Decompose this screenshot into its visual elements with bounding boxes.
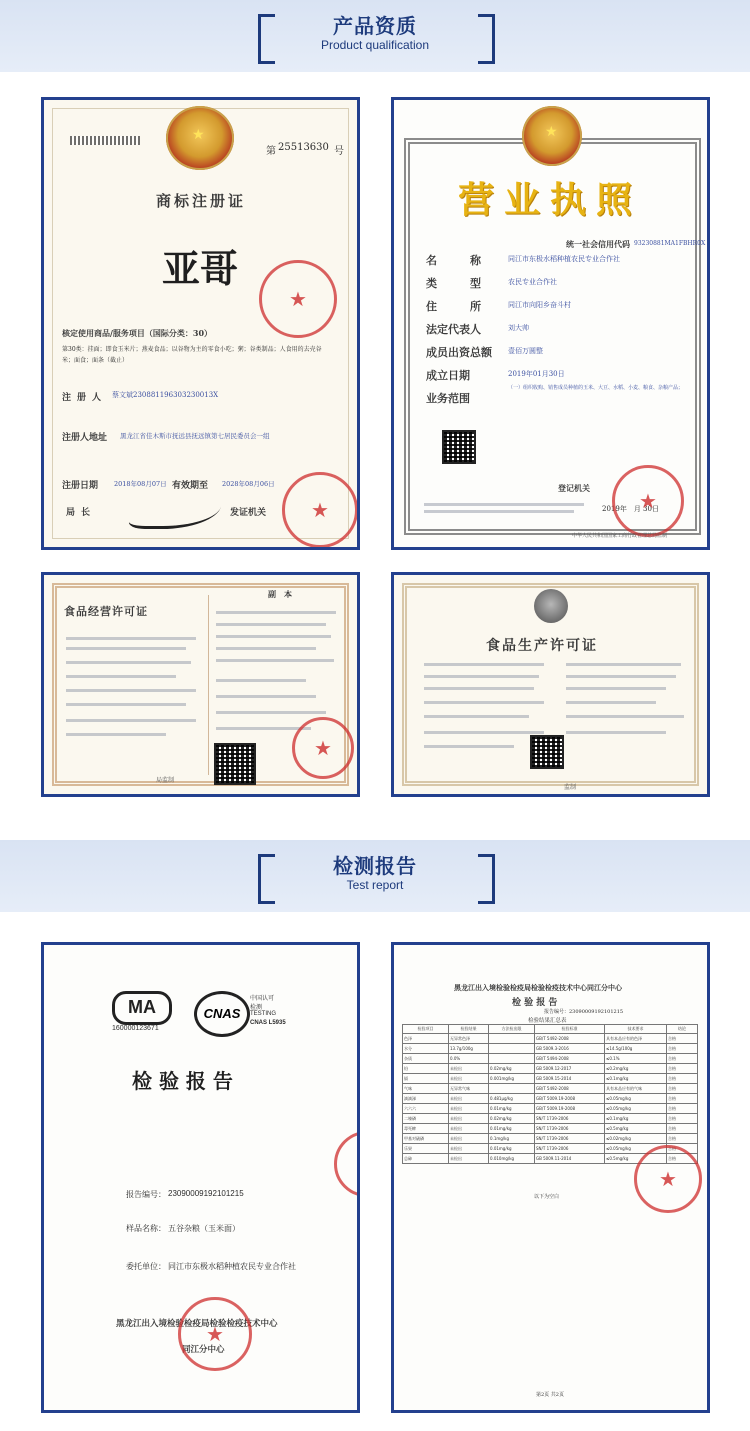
table-cell bbox=[489, 1044, 535, 1054]
table-cell: 0.0% bbox=[449, 1054, 489, 1064]
table-cell bbox=[489, 1084, 535, 1094]
food-production-title: 食品生产许可证 bbox=[486, 638, 598, 654]
food-production-license bbox=[391, 572, 710, 797]
table-cell: ≤0.1% bbox=[605, 1054, 667, 1064]
table-cell: 合格 bbox=[667, 1094, 698, 1104]
table-cell: GB 5009.11-2014 bbox=[535, 1154, 605, 1164]
fine-print bbox=[424, 731, 544, 734]
table-cell: 水分 bbox=[403, 1044, 449, 1054]
date-label: 注册日期 bbox=[62, 481, 99, 491]
fine-print bbox=[424, 663, 544, 666]
address-value: 黑龙江省佳木斯市抚远县抚远镇第七居民委员会一组 bbox=[120, 432, 270, 440]
table-cell: 镉 bbox=[403, 1074, 449, 1084]
table-cell: ≤0.5mg/kg bbox=[605, 1124, 667, 1134]
table-cell: 总砷 bbox=[403, 1154, 449, 1164]
side-title: 副 本 bbox=[268, 589, 292, 599]
license-row-value: 同江市东极水稻种植农民专业合作社 bbox=[508, 255, 620, 263]
food-operation-license bbox=[41, 572, 360, 797]
results-table-title: 检验结果汇总表 bbox=[528, 1018, 567, 1024]
table-cell: GB/T 5492-2008 bbox=[535, 1084, 605, 1094]
fine-print bbox=[66, 703, 186, 706]
fine-print bbox=[566, 731, 666, 734]
table-cell: 0.01mg/kg bbox=[489, 1144, 535, 1154]
table-cell: 具有本品应有的色泽 bbox=[605, 1034, 667, 1044]
table-cell: 合格 bbox=[667, 1124, 698, 1134]
table-row bbox=[403, 1034, 698, 1044]
license-row-label: 住 所 bbox=[426, 300, 481, 313]
results-table bbox=[402, 1024, 698, 1164]
business-license bbox=[391, 97, 710, 550]
fine-print bbox=[216, 711, 326, 714]
table-cell: 未检出 bbox=[449, 1154, 489, 1164]
cma-code: 160000123671 bbox=[112, 1025, 159, 1032]
table-cell bbox=[489, 1034, 535, 1044]
table-row bbox=[403, 1104, 698, 1114]
table-cell: 合格 bbox=[667, 1104, 698, 1114]
license-issuer: 登记机关 bbox=[558, 483, 590, 493]
column-header: 检验项目 bbox=[403, 1025, 449, 1034]
fine-print bbox=[216, 695, 316, 698]
table-cell: 合格 bbox=[667, 1084, 698, 1094]
table-cell: GB/T 5494-2008 bbox=[535, 1054, 605, 1064]
license-row-value: 同江市向阳乡奋斗村 bbox=[508, 301, 571, 309]
inspection-result-page bbox=[391, 942, 710, 1413]
table-cell: 合格 bbox=[667, 1154, 698, 1164]
fine-print bbox=[216, 647, 316, 650]
table-cell: ≤0.2mg/kg bbox=[605, 1064, 667, 1074]
license-title: 营业执照 bbox=[458, 179, 643, 221]
fine-print bbox=[566, 701, 656, 704]
license-row-label: 类 型 bbox=[426, 277, 481, 290]
table-cell: 合格 bbox=[667, 1034, 698, 1044]
table-cell: ≤0.1mg/kg bbox=[605, 1074, 667, 1084]
section-banner-qualification bbox=[0, 0, 750, 72]
table-cell bbox=[489, 1054, 535, 1064]
date-value: 2018年08月07日 bbox=[114, 480, 167, 488]
table-cell: 合格 bbox=[667, 1064, 698, 1074]
registrant-label: 注册人 bbox=[62, 393, 108, 403]
table-row bbox=[403, 1054, 698, 1064]
edge-seal bbox=[334, 1131, 360, 1197]
fine-print bbox=[424, 745, 514, 748]
table-cell: 具有本品应有的气味 bbox=[605, 1084, 667, 1094]
table-cell: 毒死蜱 bbox=[403, 1124, 449, 1134]
section-banner-test bbox=[0, 840, 750, 912]
license-row-label: 业务范围 bbox=[426, 392, 470, 405]
license-row-value: 刘大帅 bbox=[508, 324, 529, 332]
license-footer: 中华人民共和国国家工商行政管理总局监制 bbox=[572, 533, 668, 539]
license-row-label: 成立日期 bbox=[426, 369, 470, 382]
license-row-value: 农民专业合作社 bbox=[508, 278, 557, 286]
section-subtitle: Test report bbox=[346, 878, 404, 892]
table-row bbox=[403, 1064, 698, 1074]
table-cell: 无异常色泽 bbox=[449, 1034, 489, 1044]
food-operation-qr-code bbox=[214, 743, 256, 785]
table-cell: 0.481μg/kg bbox=[489, 1094, 535, 1104]
table-row bbox=[403, 1044, 698, 1054]
table-page-header: 黑龙江出入境检验检疫局检验检疫技术中心同江分中心 bbox=[454, 983, 622, 992]
column-header: 结论 bbox=[667, 1025, 698, 1034]
issuer-label: 发证机关 bbox=[230, 508, 267, 518]
goods-label: 核定使用商品/服务项目（国际分类：30） bbox=[62, 328, 213, 338]
credit-code-value: 93230881MA1FBHR0X bbox=[634, 240, 706, 247]
table-cell: 13.7g/100g bbox=[449, 1044, 489, 1054]
testing-center-seal bbox=[178, 1297, 252, 1371]
fine-print bbox=[216, 679, 306, 682]
credit-code-label: 统一社会信用代码 bbox=[566, 239, 630, 249]
cnas-text: CNAS L5935 bbox=[250, 1020, 286, 1026]
national-emblem bbox=[166, 106, 234, 170]
fine-print bbox=[424, 701, 544, 704]
table-cell: SN/T 1739-2006 bbox=[535, 1114, 605, 1124]
cnas-text: TESTING bbox=[250, 1011, 277, 1017]
license-qr-code bbox=[442, 430, 476, 464]
table-cell: 合格 bbox=[667, 1044, 698, 1054]
certificate-title: 商标注册证 bbox=[156, 192, 247, 210]
fine-print bbox=[216, 635, 331, 638]
table-cell: ≤0.02mg/kg bbox=[605, 1134, 667, 1144]
table-row bbox=[403, 1074, 698, 1084]
trademark-mark: 亚哥 bbox=[162, 246, 239, 291]
table-cell: 合格 bbox=[667, 1074, 698, 1084]
table-cell: 铅 bbox=[403, 1064, 449, 1074]
administration-seal bbox=[292, 717, 354, 779]
fine-print bbox=[66, 689, 196, 692]
table-cell: 合格 bbox=[667, 1114, 698, 1124]
table-cell: 0.001mg/kg bbox=[489, 1074, 535, 1084]
table-cell: GB 5009.3-2016 bbox=[535, 1044, 605, 1054]
fine-print bbox=[66, 647, 186, 650]
license-row-value: （一）组织收购、销售成员种植的玉米、大豆、水稻、小麦、粮食、杂粮产品； bbox=[508, 385, 684, 391]
column-header: 检验标准 bbox=[535, 1025, 605, 1034]
client-label: 委托单位： bbox=[126, 1262, 166, 1271]
fine-print bbox=[66, 661, 191, 664]
table-cell: GB/T 5492-2008 bbox=[535, 1034, 605, 1044]
column-header: 检验结果 bbox=[449, 1025, 489, 1034]
testing-branch: 同江分中心 bbox=[182, 1344, 225, 1354]
fine-print bbox=[566, 687, 666, 690]
table-row bbox=[403, 1134, 698, 1144]
table-cell: 色泽 bbox=[403, 1034, 449, 1044]
trademark-number: 25513630 bbox=[278, 142, 329, 153]
valid-value: 2028年08月06日 bbox=[222, 480, 275, 488]
table-cell: 未检出 bbox=[449, 1124, 489, 1134]
table-cell: 合格 bbox=[667, 1144, 698, 1154]
table-cell: 未检出 bbox=[449, 1064, 489, 1074]
director-label: 局长 bbox=[66, 508, 97, 518]
valid-label: 有效期至 bbox=[172, 481, 209, 491]
food-production-footer: 监制 bbox=[564, 784, 577, 791]
table-cell: ≤0.05mg/kg bbox=[605, 1104, 667, 1114]
table-cell: 未检出 bbox=[449, 1134, 489, 1144]
goods-text-2: 米；面食；面条（截止） bbox=[62, 357, 129, 364]
table-cell: 杂质 bbox=[403, 1054, 449, 1064]
table-cell: GB/T 5009.19-2008 bbox=[535, 1094, 605, 1104]
blank-note: 以下为空白 bbox=[534, 1194, 560, 1200]
cnas-text: 检测 bbox=[250, 1004, 263, 1011]
table-cell: ≤0.1mg/kg bbox=[605, 1114, 667, 1124]
table-cell: 未检出 bbox=[449, 1144, 489, 1154]
report-number-label: 报告编号： bbox=[126, 1190, 166, 1199]
fine-print bbox=[216, 623, 326, 626]
fine-print bbox=[66, 733, 166, 736]
section-subtitle: Product qualification bbox=[320, 38, 430, 52]
table-cell: SN/T 1739-2006 bbox=[535, 1134, 605, 1144]
license-row-label: 成员出资总额 bbox=[426, 346, 492, 359]
table-row bbox=[403, 1114, 698, 1124]
fine-print bbox=[66, 675, 176, 678]
license-row-label: 法定代表人 bbox=[426, 323, 481, 336]
cnas-text: 中国认可 bbox=[250, 995, 275, 1002]
report-number: 23090009192101215 bbox=[168, 1189, 244, 1198]
inspection-report-cover bbox=[41, 942, 360, 1413]
table-cell: ≤0.05mg/kg bbox=[605, 1094, 667, 1104]
cnas-logo: CNAS bbox=[194, 991, 250, 1037]
ip-office-seal bbox=[282, 472, 358, 548]
testing-center-seal bbox=[634, 1145, 702, 1213]
registrant-value: 蔡文斌230881196303230013X bbox=[112, 391, 219, 399]
table-cell: ≤0.5mg/kg bbox=[605, 1154, 667, 1164]
table-cell: ≤0.05mg/kg bbox=[605, 1144, 667, 1154]
table-cell: SN/T 1739-2006 bbox=[535, 1124, 605, 1134]
registration-seal bbox=[612, 465, 684, 537]
fine-print bbox=[424, 675, 539, 678]
license-issue-date: 2019年 月 30日 bbox=[602, 505, 659, 513]
column-header: 技术要求 bbox=[605, 1025, 667, 1034]
table-cell: 0.02mg/kg bbox=[489, 1064, 535, 1074]
fine-print bbox=[566, 715, 684, 718]
fine-print bbox=[566, 663, 681, 666]
star-icon: ★ bbox=[192, 127, 205, 143]
fine-print bbox=[66, 719, 196, 722]
table-cell: 未检出 bbox=[449, 1104, 489, 1114]
table-cell: 0.01mg/kg bbox=[489, 1124, 535, 1134]
divider bbox=[208, 595, 209, 775]
star-icon: ★ bbox=[545, 124, 558, 140]
page-number: 第2页 共2页 bbox=[536, 1392, 564, 1398]
table-cell: 滴滴涕 bbox=[403, 1094, 449, 1104]
table-header bbox=[403, 1025, 698, 1034]
column-header: 方法检出限 bbox=[489, 1025, 535, 1034]
registration-seal bbox=[259, 260, 337, 338]
food-production-qr-code bbox=[530, 735, 564, 769]
cma-logo: MA bbox=[112, 991, 172, 1025]
fine-print bbox=[66, 637, 196, 640]
fine-print bbox=[424, 715, 529, 718]
license-row-value: 2019年01月30日 bbox=[508, 370, 565, 378]
license-row-value: 壹佰万圆整 bbox=[508, 347, 543, 355]
table-cell: ≤14.5g/100g bbox=[605, 1044, 667, 1054]
trademark-number-label: 第 bbox=[266, 146, 276, 157]
trademark-certificate bbox=[41, 97, 360, 550]
fine-print bbox=[216, 659, 334, 662]
table-cell: GB 5009.15-2014 bbox=[535, 1074, 605, 1084]
section-title: 检测报告 bbox=[333, 854, 417, 878]
testing-center: 黑龙江出入境检验检疫局检验检疫技术中心 bbox=[116, 1318, 278, 1328]
sample-label: 样品名称： bbox=[126, 1224, 166, 1233]
table-cell: 未检出 bbox=[449, 1074, 489, 1084]
table-row bbox=[403, 1124, 698, 1134]
table-row bbox=[403, 1084, 698, 1094]
fine-print bbox=[424, 687, 534, 690]
goods-text: 第30类：挂面；即食玉米片；燕麦食品；以谷物为主的零食小吃；粥；谷类制品；人食用的去壳谷 bbox=[62, 346, 322, 353]
table-cell: SN/T 1739-2006 bbox=[535, 1144, 605, 1154]
national-emblem bbox=[534, 589, 568, 623]
table-cell: 0.1mg/kg bbox=[489, 1134, 535, 1144]
fine-print bbox=[216, 611, 336, 614]
table-cell: 二嗪磷 bbox=[403, 1114, 449, 1124]
food-operation-title: 食品经营许可证 bbox=[64, 605, 148, 618]
table-cell: 六六六 bbox=[403, 1104, 449, 1114]
fine-print bbox=[424, 503, 584, 506]
table-cell: 0.010mg/kg bbox=[489, 1154, 535, 1164]
table-cell: 乐果 bbox=[403, 1144, 449, 1154]
table-cell: 未检出 bbox=[449, 1094, 489, 1104]
table-cell: 合格 bbox=[667, 1134, 698, 1144]
license-row-label: 名 称 bbox=[426, 254, 481, 267]
table-body bbox=[403, 1034, 698, 1164]
trademark-number-suffix: 号 bbox=[334, 146, 344, 157]
section-title: 产品资质 bbox=[333, 14, 417, 38]
table-cell: 无异常气味 bbox=[449, 1084, 489, 1094]
report-title: 检 验 报 告 bbox=[132, 1069, 233, 1093]
table-report-number: 报告编号：23090009192101215 bbox=[544, 1009, 624, 1015]
national-emblem bbox=[522, 106, 582, 166]
fine-print bbox=[424, 510, 574, 513]
table-cell: 0.02mg/kg bbox=[489, 1114, 535, 1124]
barcode bbox=[70, 136, 140, 145]
fine-print bbox=[566, 675, 676, 678]
table-cell: 合格 bbox=[667, 1054, 698, 1064]
table-cell: GB 5009.12-2017 bbox=[535, 1064, 605, 1074]
table-row bbox=[403, 1094, 698, 1104]
address-label: 注册人地址 bbox=[62, 433, 108, 443]
sample-name: 五谷杂粮（玉米面） bbox=[168, 1224, 240, 1233]
table-cell: 0.01mg/kg bbox=[489, 1104, 535, 1114]
table-cell: GB/T 5009.19-2008 bbox=[535, 1104, 605, 1114]
table-cell: 气味 bbox=[403, 1084, 449, 1094]
table-cell: 未检出 bbox=[449, 1114, 489, 1124]
table-page-title: 检 验 报 告 bbox=[512, 998, 558, 1008]
table-cell: 甲基对硫磷 bbox=[403, 1134, 449, 1144]
client-name: 同江市东极水稻种植农民专业合作社 bbox=[168, 1262, 296, 1271]
food-operation-footer: 局监制 bbox=[156, 777, 175, 784]
